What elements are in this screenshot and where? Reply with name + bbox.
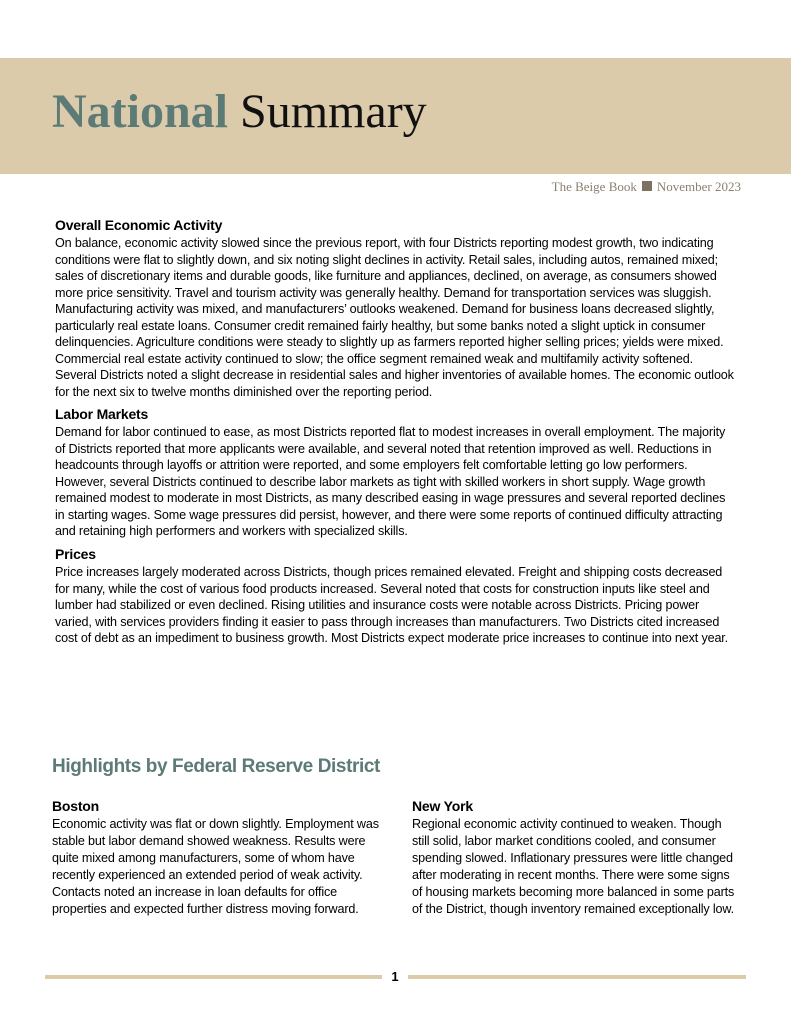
section-labor-markets bbox=[55, 405, 737, 540]
page-number: 1 bbox=[391, 969, 399, 984]
district-name: Boston bbox=[52, 798, 100, 814]
section-prices bbox=[55, 545, 737, 647]
district-body: Economic activity was flat or down slightly. Employment was stable but labor demand showed weakness. Results were quite mixed among manufacturers, some of whom have recently experienced an extended period of weak activity. Contacts noted an increase in loan defaults for office properties and expected further distress moving forward. bbox=[52, 817, 379, 916]
district-new-york bbox=[412, 797, 742, 918]
section-heading: Prices bbox=[55, 546, 96, 562]
district-name: New York bbox=[412, 798, 473, 814]
title-national: National bbox=[52, 85, 229, 138]
title-summary: Summary bbox=[240, 85, 427, 138]
page-title bbox=[52, 85, 427, 138]
section-body: Price increases largely moderated across Districts, though prices remained elevated. Freight and shipping costs decreased for many, while the cost of various food products increased. Several noted that costs for construction inputs like steel and lumber had stabilized or even declined. Rising utilities and insurance costs were notable across Districts. Pricing power varied, with services providers finding it easier to pass through increases than manufacturers. Two Districts cited increased cost of debt as an impediment to business growth. Most Districts expect moderate price increases to continue into next year. bbox=[55, 565, 728, 645]
section-body: On balance, economic activity slowed since the previous report, with four Districts reporting modest growth, two indicating conditions were flat to slightly down, and six noting slight declines in activity. Retail sales, including autos, remained mixed; sales of discretionary items and durable goods, like furniture and appliances, declined, on average, as consumers showed more price sensitivity. Travel and tourism activity was generally healthy. Demand for transportation services was sluggish. Manufacturing activity was mixed, and manufacturers’ outlooks weakened. Demand for business loans decreased slightly, particularly real estate loans. Consumer credit remained fairly healthy, but some banks noted a slight uptick in consumer delinquencies. Agriculture conditions were steady to slightly up as farmers reported higher selling prices; yields were mixed. Commercial real estate activity continued to slow; the office segment remained weak and multifamily activity softened. Several Districts noted a slight decrease in residential sales and higher inventories of available homes. The economic outlook for the next six to twelve months diminished over the reporting period. bbox=[55, 236, 734, 399]
section-heading: Labor Markets bbox=[55, 406, 149, 422]
footer-rule-right bbox=[408, 975, 746, 979]
publication-line bbox=[552, 179, 741, 195]
section-heading: Overall Economic Activity bbox=[55, 217, 223, 233]
district-body: Regional economic activity continued to weaken. Though still solid, labor market conditions cooled, and consumer spending slowed. Inflationary pressures were little changed after moderating in recent months. There were some signs of housing markets becoming more balanced in some parts of the District, though inventory remained exceptionally low. bbox=[412, 817, 735, 916]
section-overall-economic-activity bbox=[55, 216, 737, 400]
highlights-heading: Highlights by Federal Reserve District bbox=[52, 756, 380, 777]
section-body: Demand for labor continued to ease, as most Districts reported flat to modest increases in overall employment. The majority of Districts reported that more applicants were available, and several noted that retention improved as well. Reductions in headcounts through layoffs or attrition were reported, and some employers felt comfortable letting go low performers. However, several Districts continued to describe labor markets as tight with skilled workers in short supply. Wage growth remained modest to moderate in most Districts, as many described easing in wage pressures and several reported declines in starting wages. Some wage pressures did persist, however, and there were some reports of continued difficulty attracting and retaining high performers and workers with specialized skills. bbox=[55, 425, 726, 538]
publication-name: The Beige Book bbox=[551, 179, 637, 194]
publication-date: November 2023 bbox=[656, 179, 741, 194]
footer-rule-left bbox=[45, 975, 382, 979]
square-separator-icon bbox=[642, 181, 652, 191]
district-boston bbox=[52, 797, 382, 918]
